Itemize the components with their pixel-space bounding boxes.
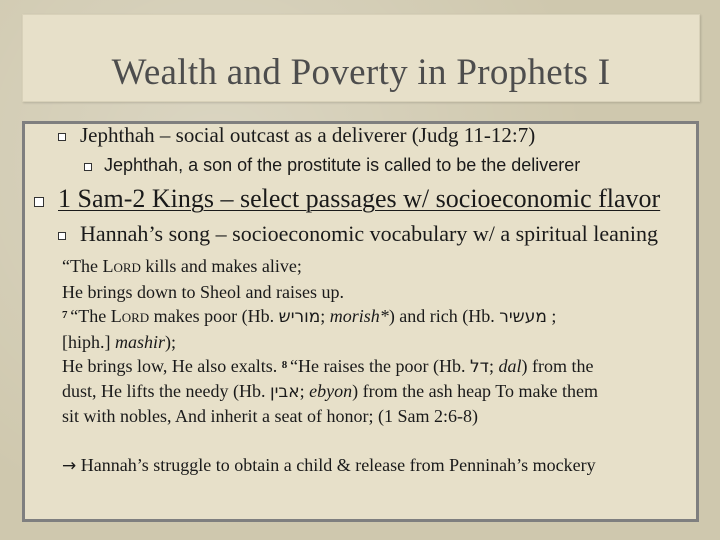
- bullet-jephthah: Jephthah – social outcast as a deliverer (Judg 11-12:7): [80, 123, 536, 147]
- quote-line: [62, 330, 682, 354]
- quote-text: He brings low, He also exalts.: [62, 356, 282, 376]
- hebrew-word: מעשיר: [499, 307, 547, 327]
- transliteration: ebyon: [309, 381, 353, 401]
- quote-line: [62, 354, 682, 379]
- quote-text: ;: [320, 306, 330, 326]
- quote-text: “He raises the poor (Hb.: [290, 356, 470, 376]
- quote-text: makes poor (Hb.: [149, 306, 279, 326]
- sub-bullet-jephthah: Jephthah, a son of the prostitute is called to be the deliverer: [104, 155, 581, 175]
- summary-line: [62, 455, 596, 476]
- quote-line: [62, 254, 682, 280]
- transliteration: morish*: [329, 306, 389, 326]
- square-bullet-icon: [84, 163, 92, 171]
- square-bullet-icon: [58, 232, 66, 240]
- scripture-quote: [62, 254, 682, 428]
- quote-text: “The L: [70, 306, 122, 326]
- quote-text: ;: [546, 306, 557, 326]
- quote-text: “The L: [62, 256, 114, 276]
- transliteration: dal: [498, 356, 522, 376]
- verse-number: 8: [281, 359, 291, 371]
- quote-text: He brings down to Sheol and raises up.: [62, 282, 344, 302]
- square-bullet-icon: [34, 197, 44, 207]
- arrow-right-icon: →: [62, 456, 77, 476]
- quote-text: kills and makes alive;: [140, 256, 302, 276]
- transliteration: mashir: [115, 332, 166, 352]
- sub-bullet-hannah: Hannah’s song – socioeconomic vocabulary w/ a spiritual leaning: [80, 221, 658, 246]
- hebrew-word: אבין: [269, 382, 300, 402]
- quote-smallcaps: ORD: [113, 260, 141, 275]
- hebrew-word: דל: [470, 357, 489, 377]
- quote-text: ;: [488, 356, 499, 376]
- quote-text: ) from the: [521, 356, 594, 376]
- quote-text: ) from the ash heap To make them: [352, 381, 598, 401]
- bullet-samuel-kings: 1 Sam-2 Kings – select passages w/ socioeconomic flavor: [58, 184, 661, 213]
- verse-number: 7: [62, 309, 71, 321]
- quote-text: [hiph.]: [62, 332, 115, 352]
- quote-text: ;: [299, 381, 310, 401]
- quote-line: [62, 304, 682, 330]
- quote-text: ) and rich (Hb.: [388, 306, 500, 326]
- quote-text: dust, He lifts the needy (Hb.: [62, 381, 270, 401]
- quote-line: [62, 379, 682, 404]
- square-bullet-icon: [58, 133, 66, 141]
- quote-smallcaps: ORD: [121, 310, 150, 325]
- hebrew-word: מוריש: [278, 307, 321, 327]
- quote-line: [62, 280, 682, 304]
- quote-text: sit with nobles, And inherit a seat of honor; (1 Sam 2:6-8): [62, 406, 478, 426]
- title-box: [22, 14, 700, 102]
- summary-text: Hannah’s struggle to obtain a child & release from Penninah’s mockery: [76, 455, 596, 475]
- quote-text: );: [165, 332, 177, 352]
- quote-line: [62, 404, 682, 428]
- slide-title: Wealth and Poverty in Prophets I: [111, 52, 611, 93]
